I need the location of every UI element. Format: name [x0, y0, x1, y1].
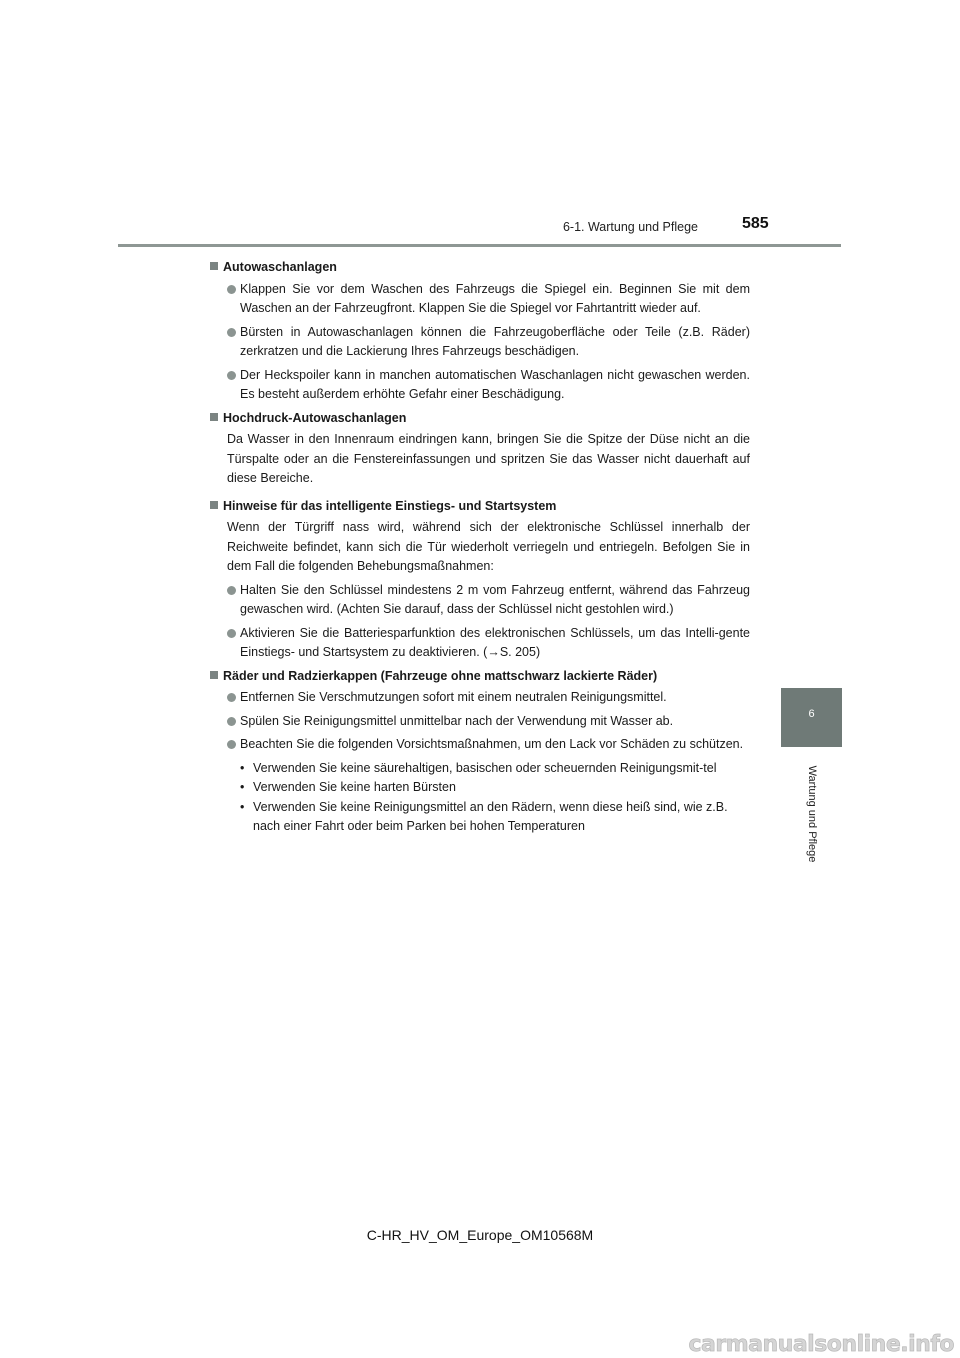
list-item	[227, 323, 750, 362]
section-heading	[210, 497, 750, 517]
list-item	[227, 712, 750, 732]
dot-bullet-icon: •	[240, 799, 245, 814]
circle-bullet-icon	[227, 586, 236, 595]
sub-list	[240, 759, 750, 837]
list-item-text: Halten Sie den Schlüssel mindestens 2 m vom Fahrzeug entfernt, während das Fahrzeug gewaschen wird. (Achten Sie darauf, dass der Schlüssel nicht gestohlen wird.)	[240, 582, 750, 616]
section-heading	[210, 667, 750, 687]
list-item-text: Beachten Sie die folgenden Vorsichtsmaßnahmen, um den Lack vor Schäden zu schützen.	[240, 737, 744, 751]
sub-list-item	[240, 759, 750, 779]
list-item-text: Entfernen Sie Verschmutzungen sofort mit einem neutralen Reinigungsmittel.	[240, 690, 667, 704]
dot-bullet-icon: •	[240, 760, 245, 775]
list-item-text: Der Heckspoiler kann in manchen automatischen Waschanlagen nicht gewaschen werden. Es besteht außerdem erhöhte Gefahr einer Beschädigung.	[240, 367, 750, 401]
list-item	[227, 688, 750, 708]
list-item-text: Bürsten in Autowaschanlagen können die Fahrzeugoberfläche oder Teile (z.B. Räder) zerkratzen und die Lackierung Ihres Fahrzeugs beschädigen.	[240, 324, 750, 358]
chapter-tab	[781, 688, 842, 747]
list-item	[227, 366, 750, 405]
chapter-number: 6	[808, 708, 815, 720]
header-divider	[118, 244, 841, 247]
square-bullet-icon	[210, 671, 218, 679]
list-item-text: Klappen Sie vor dem Waschen des Fahrzeugs die Spiegel ein. Beginnen Sie mit dem Waschen an der Fahrzeugfront. Klappen Sie die Spiegel vor Fahrtantritt wieder auf.	[240, 281, 750, 315]
sub-list-item-text: Verwenden Sie keine harten Bürsten	[253, 780, 456, 794]
section-paragraph: Wenn der Türgriff nass wird, während sich der elektronische Schlüssel innerhalb der Reichweite befindet, kann sich die Tür wiederholt verriegeln und entriegeln. Befolgen Sie in dem Fall die folgenden Behebungsmaßnahmen:	[227, 520, 750, 573]
sub-list-item	[240, 798, 750, 837]
header-section-title: 6-1. Wartung und Pflege	[562, 220, 698, 234]
circle-bullet-icon	[227, 285, 236, 294]
list-item-text: Aktivieren Sie die Batteriesparfunktion des elektronischen Schlüssels, um das Intelli-gente Einstiegs- und Startsystem zu deaktivieren. (→S. 205)	[240, 625, 750, 659]
sub-list-item	[240, 778, 750, 798]
section-hochdruck	[210, 409, 750, 489]
section-autowaschanlagen	[210, 258, 750, 405]
page-number: 585	[742, 215, 769, 232]
sub-list-item-text: Verwenden Sie keine säurehaltigen, basischen oder scheuernden Reinigungsmit-tel	[253, 760, 717, 775]
circle-bullet-icon	[227, 693, 236, 702]
circle-bullet-icon	[227, 629, 236, 638]
list-item-text: Spülen Sie Reinigungsmittel unmittelbar nach der Verwendung mit Wasser ab.	[240, 713, 674, 728]
page-content	[210, 255, 750, 837]
circle-bullet-icon	[227, 371, 236, 380]
square-bullet-icon	[210, 413, 218, 421]
circle-bullet-icon	[227, 328, 236, 337]
section-heading-text: Hochdruck-Autowaschanlagen	[223, 410, 407, 425]
section-raeder	[210, 667, 750, 837]
square-bullet-icon	[210, 501, 218, 509]
circle-bullet-icon	[227, 717, 236, 726]
section-heading-text: Hinweise für das intelligente Einstiegs- und Startsystem	[223, 498, 557, 513]
list-item	[227, 624, 750, 663]
list-item	[227, 735, 750, 755]
footer-manual-code: C-HR_HV_OM_Europe_OM10568M	[366, 1227, 594, 1243]
watermark: carmanualsonline.info	[688, 1332, 954, 1357]
section-heading	[210, 409, 750, 429]
circle-bullet-icon	[227, 740, 236, 749]
section-einstiegssystem	[210, 497, 750, 663]
chapter-title-vertical: Wartung und Pflege	[806, 765, 818, 863]
dot-bullet-icon: •	[240, 780, 245, 794]
section-paragraph: Da Wasser in den Innenraum eindringen kann, bringen Sie die Spitze der Düse nicht an die Türspalte oder an die Fenstereinfassungen und spritzen Sie das Wasser nicht dauerhaft auf diese Bereiche.	[227, 432, 750, 485]
section-heading	[210, 258, 750, 278]
list-item	[227, 581, 750, 620]
square-bullet-icon	[210, 262, 218, 270]
section-heading-text: Räder und Radzierkappen (Fahrzeuge ohne mattschwarz lackierte Räder)	[223, 668, 658, 683]
sub-list-item-text: Verwenden Sie keine Reinigungsmittel an den Rädern, wenn diese heiß sind, wie z.B. nach einer Fahrt oder beim Parken bei hohen Temperaturen	[253, 799, 728, 833]
list-item	[227, 280, 750, 319]
section-heading-text: Autowaschanlagen	[223, 260, 337, 274]
